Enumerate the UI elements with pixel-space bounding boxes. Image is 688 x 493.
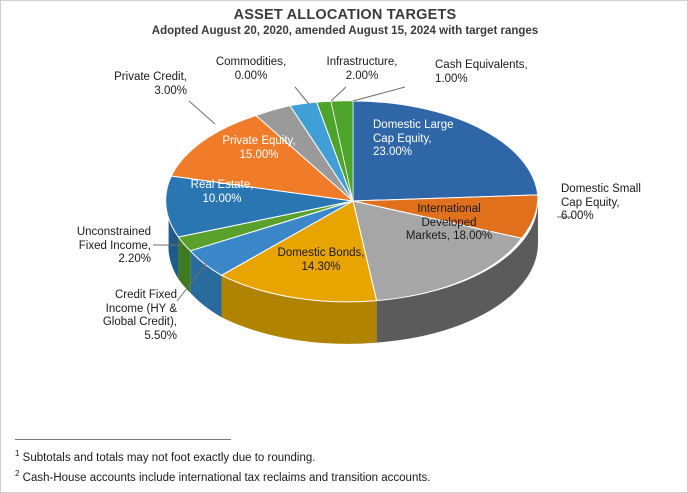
chart-subtitle: Adopted August 20, 2020, amended August 15, 2024 with target ranges: [151, 25, 539, 37]
label-credit-fixed-income: Credit Fixed Income (HY & Global Credit), 5.50%: [102, 289, 177, 342]
label-cash-equivalents: Cash Equivalents, 1.00%: [435, 59, 528, 85]
label-unconstrained-fixed-income: Unconstrained Fixed Income, 2.20%: [76, 226, 151, 265]
chart-title: ASSET ALLOCATION TARGETS: [233, 7, 457, 23]
footnote-2-text: Cash-House accounts include international tax reclaims and transition accounts.: [19, 472, 431, 484]
footnote-2: [15, 466, 675, 486]
footnote-1: [15, 446, 675, 466]
footnote-2-marker: 2: [15, 469, 20, 479]
label-infrastructure: Infrastructure, 2.00%: [326, 56, 398, 82]
label-private-equity: Private Equity, 15.00%: [222, 135, 296, 161]
footnote-1-marker: 1: [15, 449, 20, 459]
label-international-developed: International Developed Markets, 18.00%: [405, 203, 493, 242]
label-domestic-bonds: Domestic Bonds, 14.30%: [277, 247, 365, 273]
label-real-estate: Real Estate, 10.00%: [190, 179, 254, 205]
footnote-1-text: Subtotals and totals may not foot exactly due to rounding.: [19, 452, 316, 465]
label-domestic-small-cap: Domestic Small Cap Equity, 6.00%: [561, 183, 641, 222]
label-domestic-large-cap: Domestic Large Cap Equity, 23.00%: [373, 119, 454, 158]
pie-graphic: [1, 1, 688, 421]
asset-allocation-pie-chart: [1, 1, 687, 492]
label-private-credit: Private Credit, 3.00%: [114, 71, 187, 97]
label-commodities: Commodities, 0.00%: [215, 56, 287, 82]
footnotes: [15, 446, 675, 486]
footnote-divider: [15, 439, 231, 440]
